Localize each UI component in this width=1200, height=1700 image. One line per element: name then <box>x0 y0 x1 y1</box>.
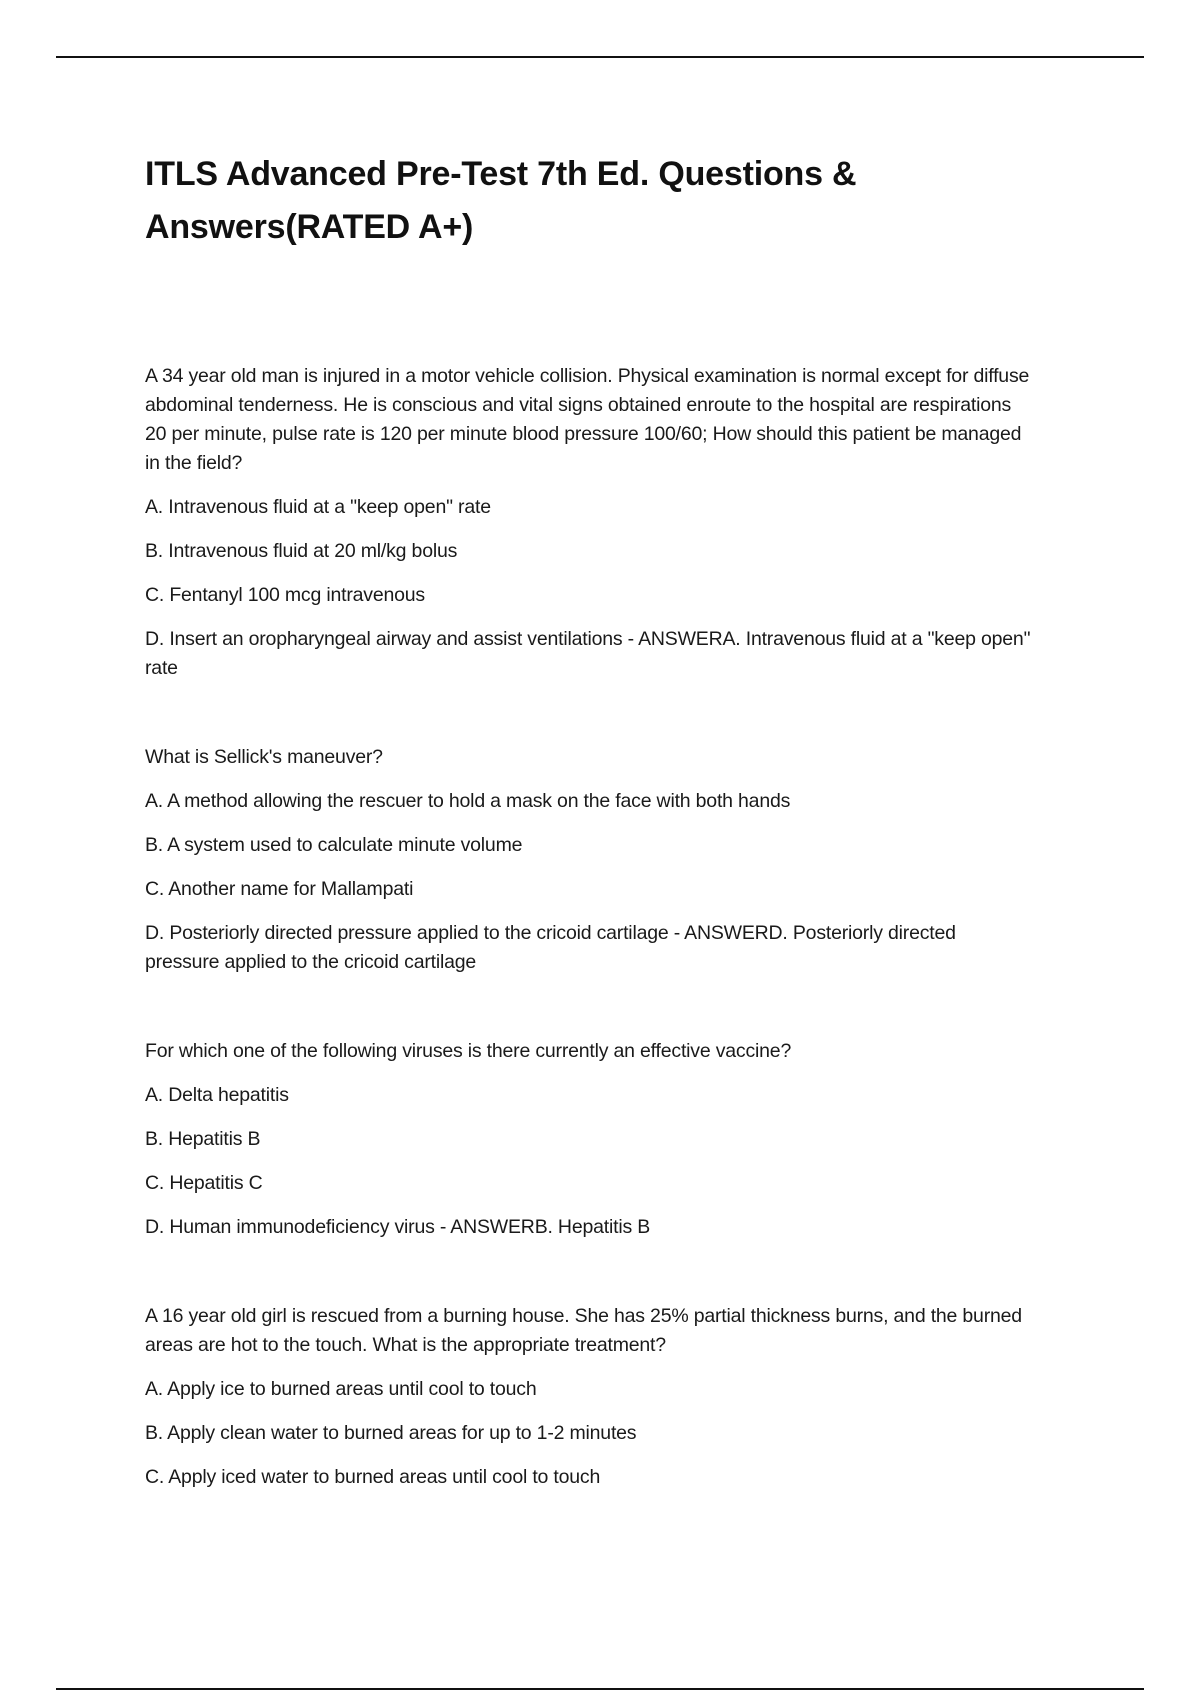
question-stem: A 16 year old girl is rescued from a burning house. She has 25% partial thickness burns, and the burned areas are hot to the touch. What is the appropriate treatment? <box>145 1305 1022 1356</box>
question-list <box>145 362 1035 1492</box>
question-stem: What is Sellick's maneuver? <box>145 746 383 768</box>
question-1 <box>145 362 1035 683</box>
answer-option-a: A. Intravenous fluid at a "keep open" rate <box>145 496 491 518</box>
page-top-rule <box>56 56 1144 58</box>
answer-option-c: C. Fentanyl 100 mcg intravenous <box>145 584 425 606</box>
answer-option-b: B. Intravenous fluid at 20 ml/kg bolus <box>145 540 458 562</box>
question-stem: For which one of the following viruses is there currently an effective vaccine? <box>145 1040 792 1062</box>
answer-option-c: C. Hepatitis C <box>145 1172 263 1194</box>
question-2 <box>145 743 1035 977</box>
answer-option-a: A. A method allowing the rescuer to hold a mask on the face with both hands <box>145 790 791 812</box>
answer-option-a: A. Delta hepatitis <box>145 1084 289 1106</box>
question-stem: A 34 year old man is injured in a motor vehicle collision. Physical examination is normal except for diffuse abdominal tenderness. He is conscious and vital signs obtained enroute to the hospital are respirations 20 per minute, pulse rate is 120 per minute blood pressure 100/60; How should this patient be managed in the field? <box>145 365 1030 474</box>
answer-option-d: D. Posteriorly directed pressure applied to the cricoid cartilage - ANSWERD. Posteriorly directed pressure applied to the cricoid cartilage <box>145 922 956 973</box>
page-bottom-rule <box>56 1688 1144 1690</box>
answer-option-b: B. Hepatitis B <box>145 1128 261 1150</box>
answer-option-d: D. Insert an oropharyngeal airway and assist ventilations - ANSWERA. Intravenous fluid at a "keep open" rate <box>145 628 1031 679</box>
answer-option-c: C. Another name for Mallampati <box>145 878 414 900</box>
answer-option-d: D. Human immunodeficiency virus - ANSWERB. Hepatitis B <box>145 1216 651 1238</box>
answer-option-b: B. A system used to calculate minute volume <box>145 834 523 856</box>
answer-option-b: B. Apply clean water to burned areas for up to 1-2 minutes <box>145 1422 637 1444</box>
question-3 <box>145 1037 1035 1242</box>
document-title: ITLS Advanced Pre-Test 7th Ed. Questions & Answers(RATED A+) <box>145 155 857 246</box>
answer-option-a: A. Apply ice to burned areas until cool to touch <box>145 1378 537 1400</box>
page-content <box>145 148 1035 1492</box>
answer-option-c: C. Apply iced water to burned areas until cool to touch <box>145 1466 601 1488</box>
question-4 <box>145 1302 1035 1492</box>
